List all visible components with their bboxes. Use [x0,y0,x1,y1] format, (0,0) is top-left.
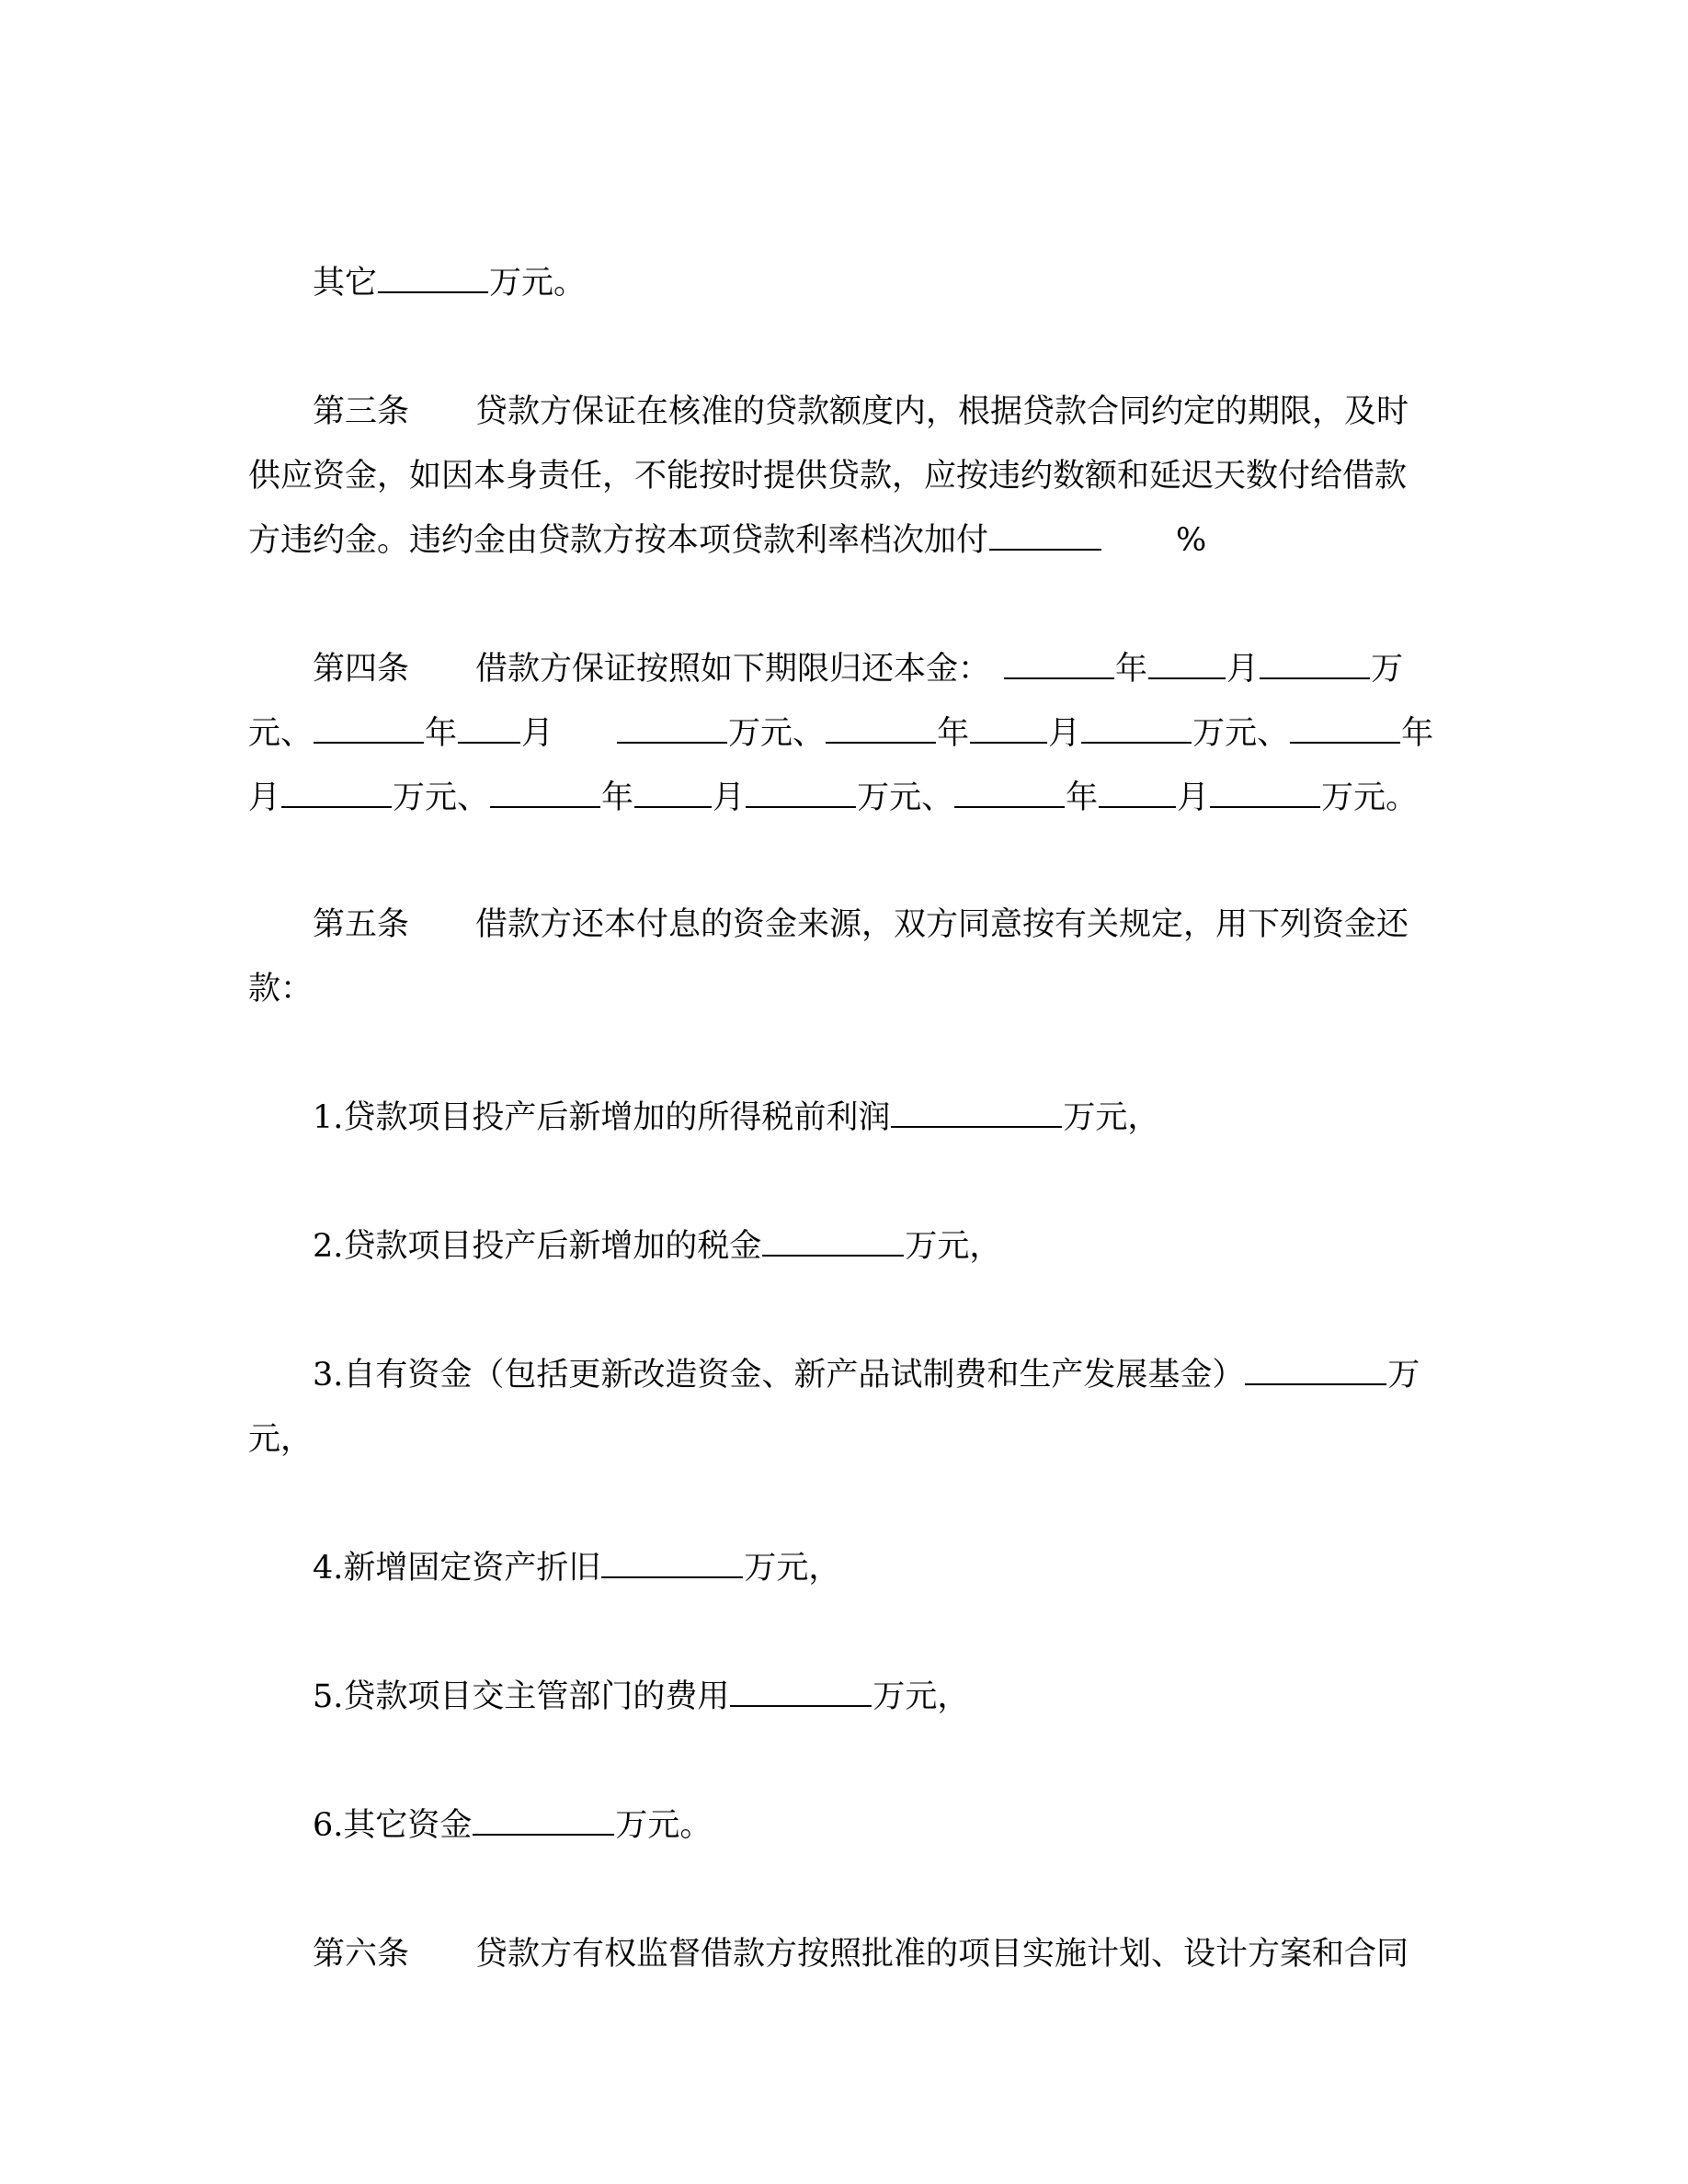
article-5-line-1 [313,904,1508,945]
fill-blank[interactable] [891,1098,1062,1128]
article-label: 第三条 [313,393,410,430]
article-5-item-3-line-2 [248,1419,1443,1460]
article-4-line-1 [313,649,1508,689]
text: 万元、 [857,779,954,816]
article-3-line-2 [248,456,1443,496]
fill-blank[interactable] [1148,650,1226,679]
fill-blank[interactable] [746,779,856,808]
article-3-line-1 [313,392,1508,432]
text: 3.自有资金（包括更新改造资金、新产品试制费和生产发展基金） [313,1357,1245,1393]
text: 贷款方保证在核准的贷款额度内，根据贷款合同约定的期限，及时 [475,393,1409,430]
text: 万元。 [615,1807,713,1844]
article-label: 第六条 [313,1936,410,1973]
text: 年 [425,715,458,752]
text: 万元， [1063,1099,1160,1136]
text: 5.贷款项目交主管部门的费用 [313,1678,730,1715]
text: 1.贷款项目投产后新增加的所得税前利润 [313,1099,891,1136]
article-5-item-1 [313,1098,1508,1138]
text: 万元， [905,1228,1002,1265]
fill-blank[interactable] [1081,714,1192,744]
text: 贷款方有权监督借款方按照批准的项目实施计划、设计方案和合同 [475,1936,1409,1973]
text: 供应资金，如因本身责任，不能按时提供贷款，应按违约数额和延迟天数付给借款 [248,458,1408,495]
text: 年 [1066,779,1099,816]
fill-blank[interactable] [762,1227,904,1257]
text: 年 [1401,715,1434,752]
fill-blank[interactable] [601,1549,743,1578]
article-5-item-6 [313,1805,1508,1846]
text: 万 [1387,1357,1420,1393]
article-5-item-2 [313,1226,1508,1267]
fill-blank[interactable] [989,521,1101,551]
fill-blank[interactable] [970,714,1047,744]
fill-blank[interactable] [281,779,392,808]
text: 万元、 [1192,715,1290,752]
fill-blank[interactable] [1210,779,1320,808]
text: 月 [248,779,281,816]
text: 元， [248,1421,314,1458]
text: 月 [521,715,554,752]
fill-blank[interactable] [730,1678,872,1707]
fill-blank[interactable] [634,779,712,808]
text: 4.新增固定资产折旧 [313,1550,601,1587]
article-label: 第四条 [313,651,410,688]
text: 年 [601,779,634,816]
text: 月 [1226,651,1260,688]
text: 万元。 [1321,779,1419,816]
text: 万 [1371,651,1404,688]
text: 万元、 [393,779,490,816]
fill-blank[interactable] [1245,1356,1386,1385]
fill-blank[interactable] [314,714,424,744]
fill-blank[interactable] [473,1806,614,1836]
fill-blank[interactable] [378,264,488,293]
fill-blank[interactable] [954,779,1065,808]
text: 借款方保证按照如下期限归还本金： [475,651,991,688]
text: 方违约金。违约金由贷款方按本项贷款利率档次加付 [248,522,989,559]
text: 万元， [744,1550,841,1587]
text: 年 [937,715,970,752]
article-5-item-5 [313,1677,1508,1717]
article-label: 第五条 [313,906,410,943]
text: 款： [248,971,314,1007]
text: 万元， [873,1678,970,1715]
article-4-line-2 [248,713,1443,754]
fill-blank[interactable] [458,714,520,744]
text: 6.其它资金 [313,1807,473,1844]
fill-blank[interactable] [1004,650,1114,679]
text: 月 [1048,715,1081,752]
text: 其它 [313,265,378,301]
text: 万元。 [489,265,587,301]
fill-blank[interactable] [826,714,936,744]
article-4-line-3 [248,778,1443,818]
text: 借款方还本付息的资金来源，双方同意按有关规定，用下列资金还 [475,906,1409,943]
fill-blank[interactable] [1099,779,1176,808]
text: 元、 [248,715,314,752]
text: 月 [713,779,746,816]
line-other [313,263,1508,303]
article-5-item-4 [313,1548,1508,1588]
article-3-line-3 [248,520,1443,561]
article-5-line-2 [248,969,1443,1009]
article-5-item-3-line-1 [313,1355,1508,1395]
fill-blank[interactable] [1290,714,1400,744]
fill-blank[interactable] [490,779,600,808]
text: 年 [1115,651,1148,688]
article-6-line-1 [313,1934,1508,1974]
text: 2.贷款项目投产后新增加的税金 [313,1228,762,1265]
text: 万元、 [728,715,826,752]
percent-sign: % [1176,522,1207,559]
text: 月 [1177,779,1210,816]
fill-blank[interactable] [617,714,727,744]
fill-blank[interactable] [1260,650,1370,679]
